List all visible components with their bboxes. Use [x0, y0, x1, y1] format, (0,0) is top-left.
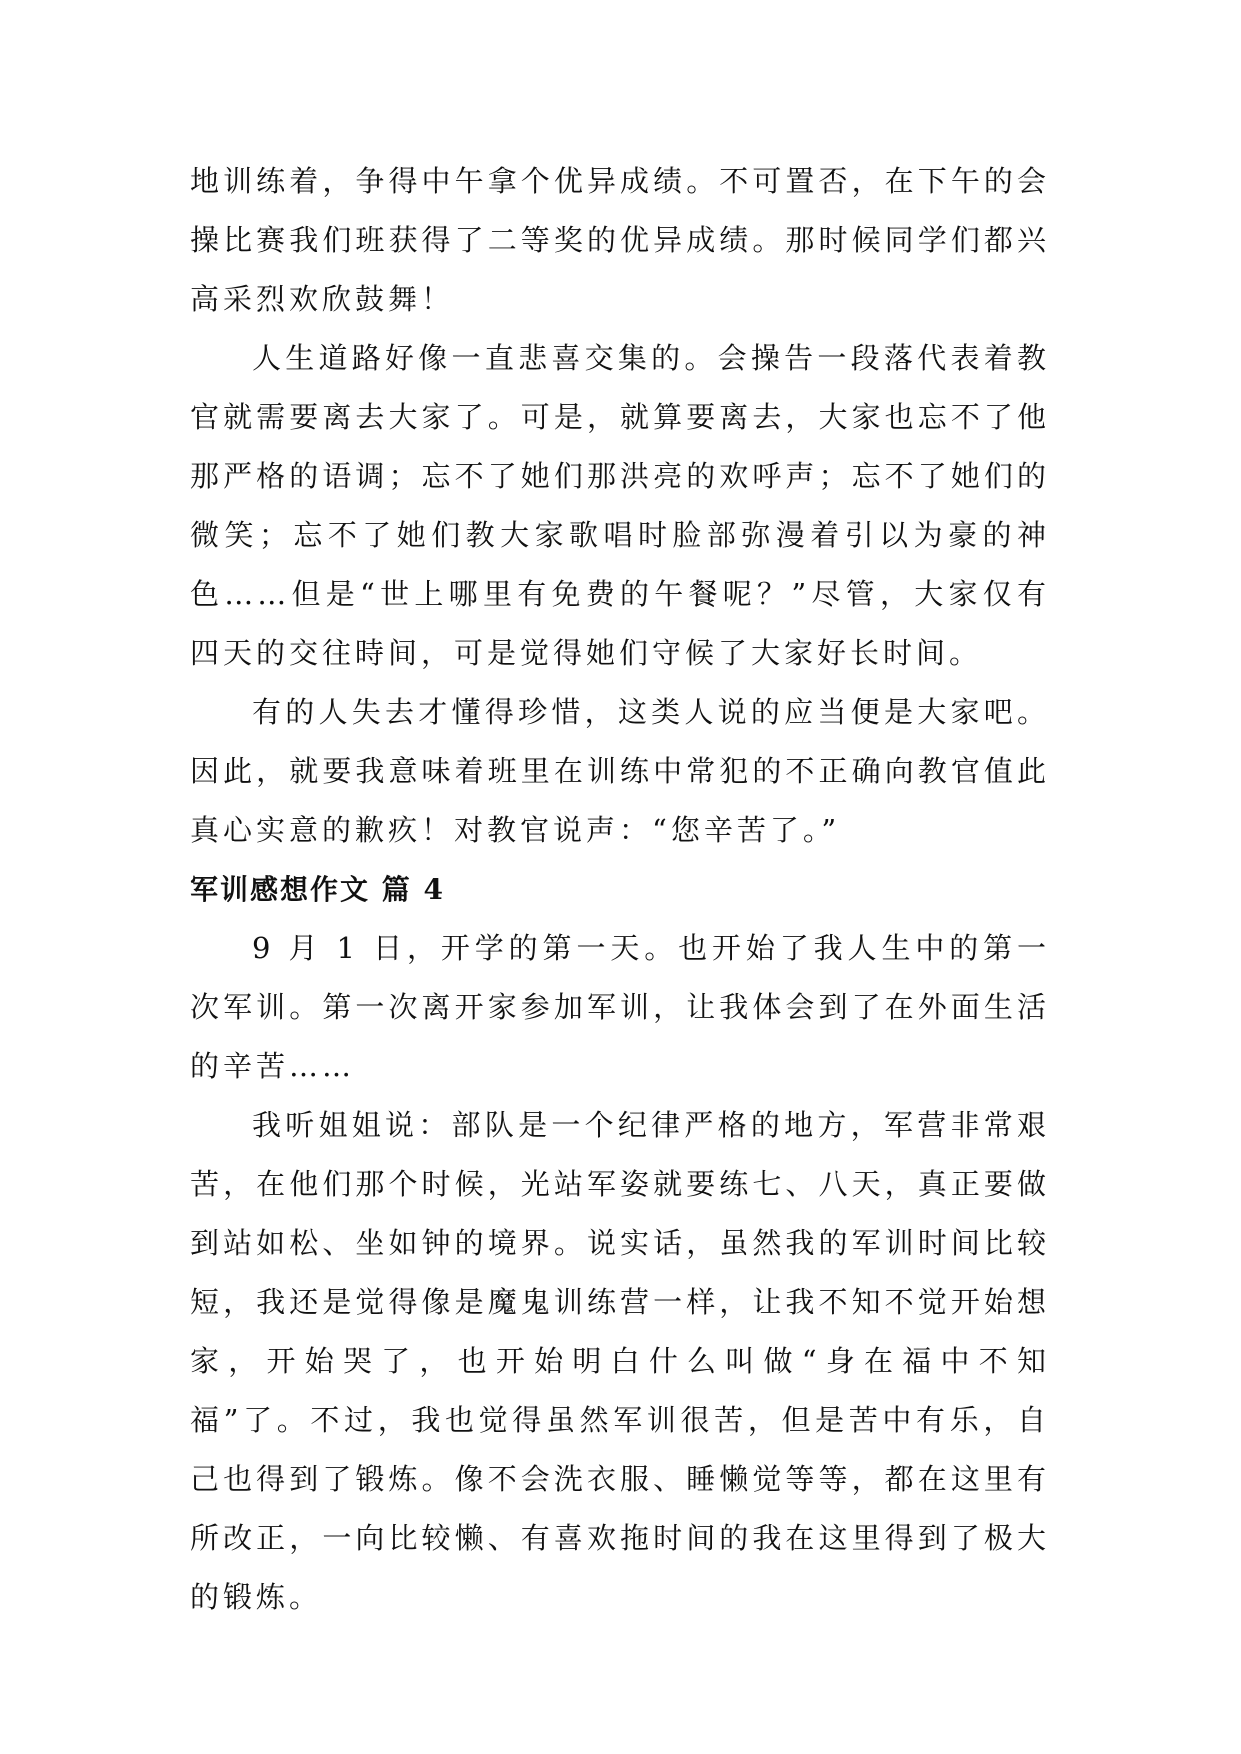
section-heading: 军训感想作文 篇 4: [190, 873, 445, 906]
document-body: [190, 152, 1050, 1627]
paragraph-continuation: 地训练着，争得中午拿个优异成绩。不可置否，在下午的会操比赛我们班获得了二等奖的优异成绩。那时候同学们都兴高采烈欢欣鼓舞！: [190, 164, 1050, 316]
paragraph-life-road: 人生道路好像一直悲喜交集的。会操告一段落代表着教官就需要离去大家了。可是，就算要离去，大家也忘不了他那严格的语调；忘不了她们那洪亮的欢呼声；忘不了她们的微笑；忘不了她们教大家歌唱时脸部弥漫着引以为豪的神色……但是“世上哪里有免费的午餐呢？”尽管，大家仅有四天的交往時间，可是觉得她们守候了大家好长时间。: [190, 341, 1050, 670]
paragraph-first-day: 9 月 1 日，开学的第一天。也开始了我人生中的第一次军训。第一次离开家参加军训，让我体会到了在外面生活的辛苦……: [190, 931, 1050, 1083]
paragraph-sister-said: 我听姐姐说：部队是一个纪律严格的地方，军营非常艰苦，在他们那个时候，光站军姿就要练七、八天，真正要做到站如松、坐如钟的境界。说实话，虽然我的军训时间比较短，我还是觉得像是魔鬼训练营一样，让我不知不觉开始想家，开始哭了，也开始明白什么叫做“身在福中不知福”了。不过，我也觉得虽然军训很苦，但是苦中有乐，自己也得到了锻炼。像不会洗衣服、睡懒觉等等，都在这里有所改正，一向比较懒、有喜欢拖时间的我在这里得到了极大的锻炼。: [190, 1108, 1050, 1614]
paragraph-cherish: 有的人失去才懂得珍惜，这类人说的应当便是大家吧。因此，就要我意味着班里在训练中常犯的不正确向教官值此真心实意的歉疚！对教官说声：“您辛苦了。”: [190, 695, 1050, 847]
